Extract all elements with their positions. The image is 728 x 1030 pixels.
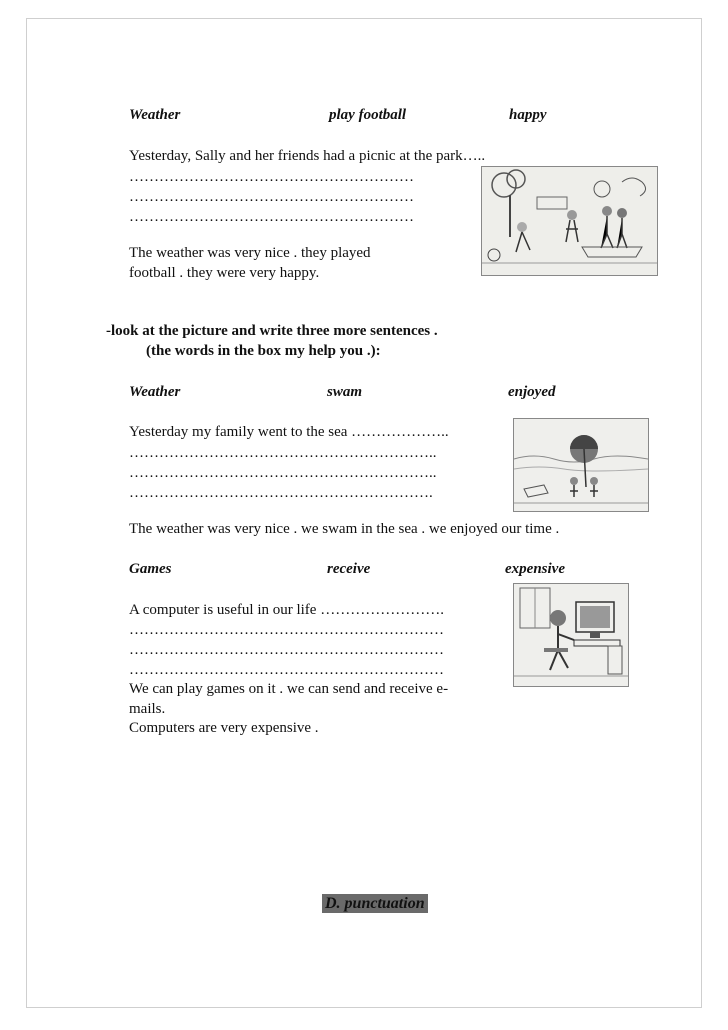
- section1-answer-line1: The weather was very nice . they played: [129, 245, 371, 261]
- word-weather: Weather: [129, 107, 181, 123]
- instruction-line1: -look at the picture and write three more sentences .: [106, 323, 438, 339]
- word-play-football: play football: [329, 107, 407, 123]
- word-happy: happy: [509, 107, 547, 123]
- dotted-line: ……………………………………………………..: [129, 445, 437, 461]
- section3-answer-line1: We can play games on it . we can send and receive e-: [129, 681, 449, 697]
- dotted-line: …………………………………………………: [129, 169, 414, 185]
- heading-d-punctuation: [322, 895, 428, 913]
- instruction-line2: (the words in the box my help you .):: [146, 343, 381, 359]
- word-games: Games: [129, 561, 172, 577]
- section3-answer-line3: Computers are very expensive .: [129, 720, 319, 736]
- word-expensive: expensive: [505, 561, 565, 577]
- dotted-line: ……………………………………………………..: [129, 465, 437, 481]
- word-weather: Weather: [129, 384, 181, 400]
- dotted-line: ………………………………………………………: [129, 662, 444, 678]
- section3-lead: A computer is useful in our life …………………….: [129, 602, 444, 618]
- dotted-line: ………………………………………………………: [129, 622, 444, 638]
- computer-picture: [513, 583, 629, 687]
- picnic-picture: [481, 166, 658, 276]
- word-swam: swam: [327, 384, 363, 400]
- section3-answer-line2: mails.: [129, 701, 166, 717]
- section1-answer-line2: football . they were very happy.: [129, 265, 320, 281]
- dotted-line: ………………………………………………………: [129, 642, 444, 658]
- section2-answer: The weather was very nice . we swam in the sea . we enjoyed our time .: [129, 521, 560, 537]
- section2-lead: Yesterday my family went to the sea ………………..: [129, 424, 449, 440]
- section1-lead: Yesterday, Sally and her friends had a picnic at the park…..: [129, 148, 486, 164]
- word-receive: receive: [327, 561, 371, 577]
- dotted-line: …………………………………………………….: [129, 485, 433, 501]
- heading-d-label: D. punctuation: [322, 894, 428, 913]
- word-enjoyed: enjoyed: [508, 384, 556, 400]
- dotted-line: …………………………………………………: [129, 189, 414, 205]
- beach-picture: [513, 418, 649, 512]
- dotted-line: …………………………………………………: [129, 209, 414, 225]
